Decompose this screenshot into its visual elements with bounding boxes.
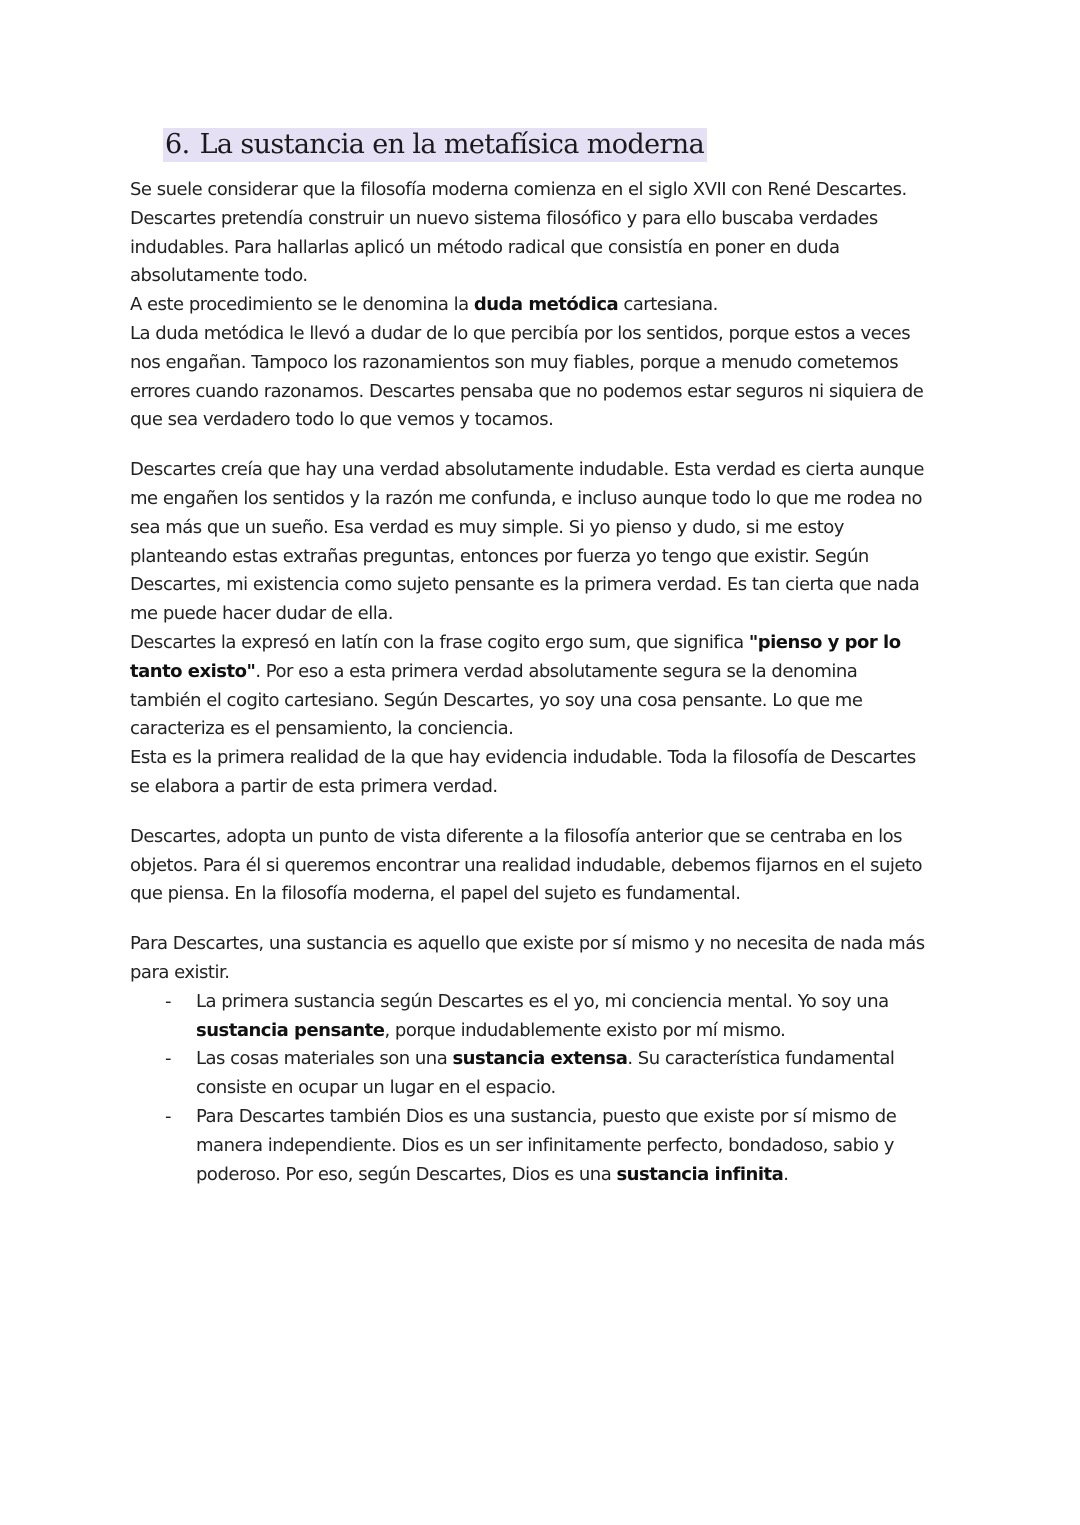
paragraph-line: Para Descartes, una sustancia es aquello que existe por sí mismo y no necesita de nada más bbox=[130, 933, 925, 955]
paragraph-line: Descartes creía que hay una verdad absolutamente indudable. Esta verdad es cierta aunque bbox=[130, 459, 924, 481]
list-item bbox=[130, 988, 958, 1017]
paragraph-line: caracteriza es el pensamiento, la conciencia. bbox=[130, 718, 514, 740]
paragraph-line: Descartes, mi existencia como sujeto pensante es la primera verdad. Es tan cierta que nada bbox=[130, 574, 920, 596]
section-title-highlight bbox=[163, 128, 707, 162]
paragraph-line: Descartes, adopta un punto de vista diferente a la filosofía anterior que se centraba en los bbox=[130, 825, 902, 847]
text-run: . bbox=[783, 1163, 789, 1185]
bold-quote: tanto existo" bbox=[130, 660, 256, 682]
bold-term-sustancia-pensante: sustancia pensante bbox=[196, 1019, 385, 1041]
text-run: . Su característica fundamental bbox=[627, 1048, 895, 1070]
bullet-dash: - bbox=[165, 1105, 171, 1127]
paragraph-line: Esta es la primera realidad de la que hay evidencia indudable. Toda la filosofía de Descartes bbox=[130, 747, 916, 769]
text-run: Descartes la expresó en latín con la frase cogito ergo sum, que significa bbox=[130, 631, 749, 653]
section-number: 6. bbox=[165, 129, 190, 160]
text-run: . Por eso a esta primera verdad absolutamente segura se la denomina bbox=[255, 660, 858, 682]
paragraph-line: para existir. bbox=[130, 961, 230, 983]
list-item-continuation bbox=[130, 1017, 958, 1046]
bullet-dash: - bbox=[165, 990, 171, 1012]
paragraph-line: que sea verdadero todo lo que vemos y tocamos. bbox=[130, 409, 554, 431]
paragraph-line: que piensa. En la filosofía moderna, el papel del sujeto es fundamental. bbox=[130, 883, 741, 905]
bold-term-sustancia-extensa: sustancia extensa bbox=[452, 1048, 628, 1070]
paragraph-line: me puede hacer dudar de ella. bbox=[130, 603, 393, 625]
text-run: Para Descartes también Dios es una sustancia, puesto que existe por sí mismo de bbox=[196, 1105, 897, 1127]
paragraph-line: Descartes pretendía construir un nuevo sistema filosófico y para ello buscaba verdades bbox=[130, 207, 878, 229]
paragraph-line: me engañen los sentidos y la razón me confunda, e incluso aunque todo lo que me rodea no bbox=[130, 487, 923, 509]
list-item-continuation: consiste en ocupar un lugar en el espacio. bbox=[196, 1077, 556, 1099]
list-item bbox=[130, 1103, 958, 1132]
section-heading bbox=[163, 128, 958, 166]
list-item bbox=[130, 1045, 958, 1074]
paragraph-line: indudables. Para hallarlas aplicó un método radical que consistía en poner en duda bbox=[130, 236, 840, 258]
paragraph-line: objetos. Para él si queremos encontrar una realidad indudable, debemos fijarnos en el sujeto bbox=[130, 854, 923, 876]
bullet-dash: - bbox=[165, 1048, 171, 1070]
bold-term-duda-metodica: duda metódica bbox=[473, 294, 619, 316]
paragraph-line: también el cogito cartesiano. Según Descartes, yo soy una cosa pensante. Lo que me bbox=[130, 689, 863, 711]
text-run: , porque indudablemente existo por mí mismo. bbox=[384, 1019, 786, 1041]
paragraph-line bbox=[130, 629, 958, 658]
text-run: Las cosas materiales son una bbox=[196, 1048, 453, 1070]
paragraph-line: errores cuando razonamos. Descartes pensaba que no podemos estar seguros ni siquiera de bbox=[130, 380, 924, 402]
paragraph-line: se elabora a partir de esta primera verdad. bbox=[130, 775, 498, 797]
list-item-continuation: manera independiente. Dios es un ser infinitamente perfecto, bondadoso, sabio y bbox=[196, 1134, 894, 1156]
paragraph-line: Se suele considerar que la filosofía moderna comienza en el siglo XVII con René Descartes. bbox=[130, 179, 907, 200]
text-run: poderoso. Por eso, según Descartes, Dios es una bbox=[196, 1163, 617, 1185]
paragraph-line: planteando estas extrañas preguntas, entonces por fuerza yo tengo que existir. Según bbox=[130, 545, 869, 567]
text-run: cartesiana. bbox=[618, 294, 718, 316]
section-title: La sustancia en la metafísica moderna bbox=[199, 129, 705, 160]
text-run: A este procedimiento se le denomina la bbox=[130, 294, 474, 316]
text-run: La primera sustancia según Descartes es el yo, mi conciencia mental. Yo soy una bbox=[196, 990, 889, 1012]
paragraph-line: nos engañan. Tampoco los razonamientos son muy fiables, porque a menudo cometemos bbox=[130, 351, 899, 373]
bold-quote: "pienso y por lo bbox=[748, 631, 901, 653]
paragraph-line: La duda metódica le llevó a dudar de lo que percibía por los sentidos, porque estos a veces bbox=[130, 322, 911, 344]
list-item-continuation bbox=[130, 1161, 958, 1190]
paragraph-line: sea más que un sueño. Esa verdad es muy simple. Si yo pienso y dudo, si me estoy bbox=[130, 516, 844, 538]
substance-list bbox=[130, 988, 958, 1190]
paragraph-line bbox=[130, 291, 958, 320]
bold-term-sustancia-infinita: sustancia infinita bbox=[616, 1163, 784, 1185]
document-page bbox=[130, 128, 958, 1189]
paragraph-line bbox=[130, 658, 958, 687]
paragraph-line: absolutamente todo. bbox=[130, 265, 308, 287]
